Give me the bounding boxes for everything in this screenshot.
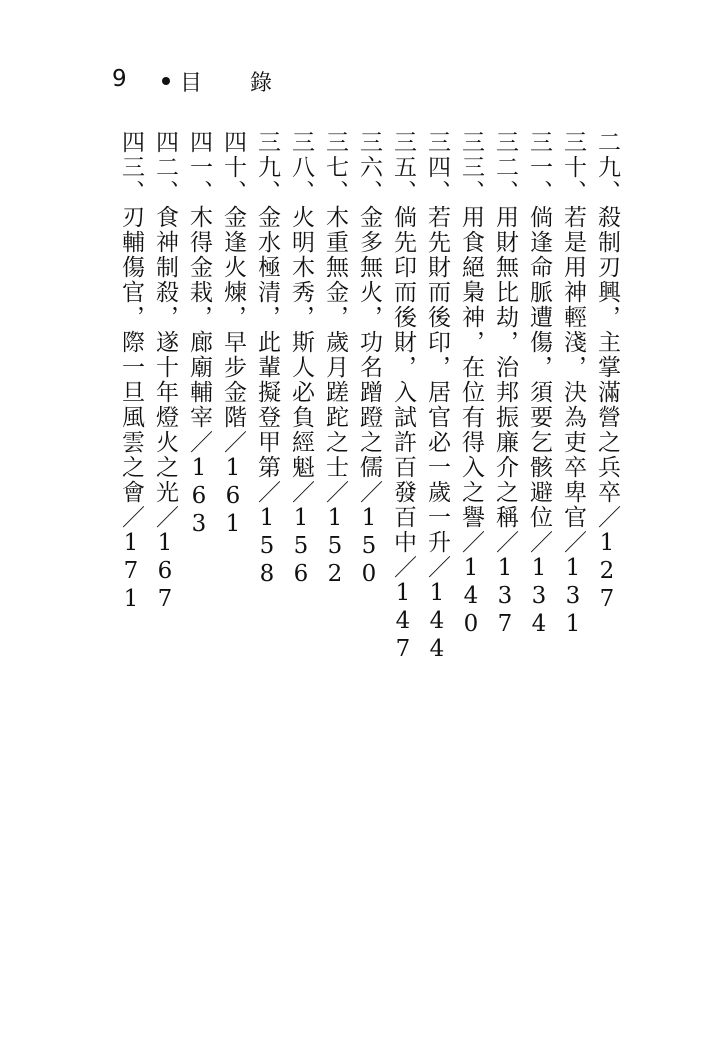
- toc-entry: 三十、若是用神輕淺，決為吏卒卑官／131: [560, 130, 586, 639]
- page-number: 9: [112, 66, 127, 92]
- table-of-contents: [114, 130, 624, 664]
- toc-entry: 四二、食神制殺，遂十年燈火之光／167: [152, 130, 178, 614]
- toc-entry: 三四、若先財而後印，居官必一歲一升／144: [424, 130, 450, 664]
- toc-entry: 四十、金逢火煉，早步金階／161: [220, 130, 246, 539]
- toc-entry: 三六、金多無火，功名蹭蹬之儒／150: [356, 130, 382, 589]
- bullet-dot: [162, 77, 170, 85]
- toc-entry: 二九、殺制刃興，主掌滿營之兵卒／127: [594, 130, 620, 614]
- page-title-char-1: 目: [180, 71, 203, 96]
- toc-entry: 三一、倘逢命脈遭傷，須要乞骸避位／134: [526, 130, 552, 639]
- page-title-char-2: 錄: [250, 71, 273, 96]
- toc-entry: 四一、木得金栽，廊廟輔宰／163: [186, 130, 212, 539]
- toc-entry: 三二、用財無比劫，治邦振廉介之稱／137: [492, 130, 518, 639]
- toc-entry: 三七、木重無金，歲月蹉跎之士／152: [322, 130, 348, 589]
- toc-entry: 三三、用食絕梟神，在位有得入之譽／140: [458, 130, 484, 639]
- toc-entry: 三八、火明木秀，斯人必負經魁／156: [288, 130, 314, 589]
- toc-entry: 三九、金水極清，此輩擬登甲第／158: [254, 130, 280, 589]
- toc-entry: 四三、刃輔傷官，際一旦風雲之會／171: [118, 130, 144, 614]
- toc-entry: 三五、倘先印而後財，入試許百發百中／147: [390, 130, 416, 664]
